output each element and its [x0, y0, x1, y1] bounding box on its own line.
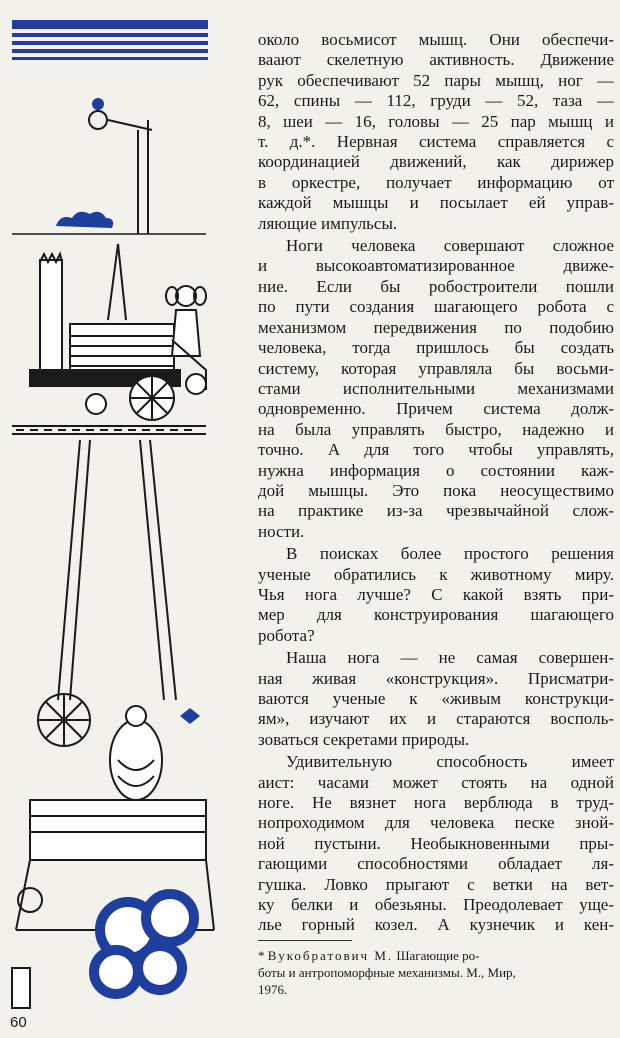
- text-line: т. д.*. Нервная система справляется с: [258, 132, 614, 152]
- text-line: каждой мышцы и посылает ей управ-: [258, 193, 614, 213]
- text-line: рук обеспечивают 52 пары мышц, ног —: [258, 70, 614, 90]
- body-text: [258, 30, 614, 936]
- text-line: аист: часами может стоять на одной: [258, 772, 614, 792]
- text-line: 8, шеи — 16, головы — 25 пар мышц и: [258, 111, 614, 131]
- text-line: ноге. Не вязнет нога верблюда в труд-: [258, 793, 614, 813]
- text-line: на была управлять быстро, надежно и: [258, 419, 614, 439]
- text-line: ная живая «конструкция». Присматри-: [258, 668, 614, 688]
- machine-illustration: [0, 0, 222, 1010]
- text-line: дой мышцы. Это пока неосуществимо: [258, 480, 614, 500]
- footnote-rule: [258, 940, 352, 941]
- poles: [58, 440, 176, 700]
- text-line: ваают скелетную активность. Движение: [258, 50, 614, 70]
- text-line: точно. А для того чтобы управлять,: [258, 440, 614, 460]
- small-cloud: [56, 212, 113, 228]
- text-line: Удивительную способность имеет: [286, 752, 614, 772]
- paragraph-5: [258, 752, 614, 936]
- small-flag: [180, 708, 200, 724]
- paragraph-1: [258, 30, 614, 234]
- paragraph-3: [258, 544, 614, 646]
- text-line: координацией движений, как дирижер: [258, 152, 614, 172]
- text-line: ной пустыни. Необыкновенными пры-: [258, 833, 614, 853]
- text-line: систему, которая управляла бы восьми-: [258, 358, 614, 378]
- text-line: ности.: [258, 521, 305, 541]
- text-line: ние. Если бы робостроители пошли: [258, 276, 614, 296]
- footnote-line: 1976.: [258, 982, 288, 997]
- text-line: мер для конструирования шагающего: [258, 605, 614, 625]
- footnote-author: Вукобратович М.: [267, 948, 394, 963]
- paragraph-2: [258, 236, 614, 542]
- text-line: лье горный козел. А кузнечик и кен-: [258, 915, 614, 935]
- footnote: [258, 947, 614, 998]
- blue-stripes: [12, 20, 208, 60]
- text-line: робота?: [258, 625, 315, 645]
- text-line: около восьмисот мышц. Они обеспечи-: [258, 30, 614, 49]
- footnote-line: [258, 947, 614, 964]
- text-line: Чья нога лучше? С какой взять при-: [258, 584, 614, 604]
- text-line: ляющие импульсы.: [258, 213, 398, 233]
- text-line: ученые обратились к животному миру.: [258, 564, 614, 584]
- text-line: на практике из-за чрезвычайной слож-: [258, 501, 614, 521]
- paragraph-4: [258, 648, 614, 750]
- text-line: гушка. Ловко прыгают с ветки на вет-: [258, 874, 614, 894]
- ring-knob: [92, 98, 104, 110]
- page-number: 60: [10, 1014, 27, 1031]
- text-line: нопроходимом для человека песке зной-: [258, 813, 614, 833]
- text-line: в оркестре, получает информацию от: [258, 172, 614, 192]
- big-cloud: [94, 894, 194, 994]
- text-line: и высокоавтоматизированное движе-: [258, 256, 614, 276]
- text-line: зоваться секретами природы.: [258, 729, 470, 749]
- text-line: нужна информация о состоянии каж-: [258, 460, 614, 480]
- text-line: В поисках более простого решения: [286, 544, 614, 564]
- bottom-pillar: [12, 968, 30, 1008]
- text-line: человека, тогда пришлось бы создать: [258, 338, 614, 358]
- text-line: Наша нога — не самая совершен-: [286, 648, 614, 668]
- text-line: одновременно. Причем система долж-: [258, 399, 614, 419]
- text-line: 62, спины — 112, груди — 52, таза —: [258, 91, 614, 111]
- text-line: механизмом передвижения по подобию: [258, 317, 614, 337]
- text-line: стами исполнительными механизмами: [258, 378, 614, 398]
- footnote-text: Шагающие ро-: [393, 948, 480, 963]
- footnote-line: боты и антропоморфные механизмы. М., Мир,: [258, 965, 516, 980]
- text-line: гающими способностями обладает ля-: [258, 854, 614, 874]
- text-line: ваются ученые к «живым конструкци-: [258, 689, 614, 708]
- text-line: ку белки и обезьяны. Преодолевает ущe-: [258, 895, 614, 915]
- footnote-marker: *: [258, 948, 268, 963]
- text-line: ям», изучают их и стараются восполь-: [258, 709, 614, 729]
- text-line: Ноги человека совершают сложное: [286, 236, 614, 256]
- text-line: по пути создания шагающего робота с: [258, 297, 614, 317]
- ground: [12, 426, 206, 434]
